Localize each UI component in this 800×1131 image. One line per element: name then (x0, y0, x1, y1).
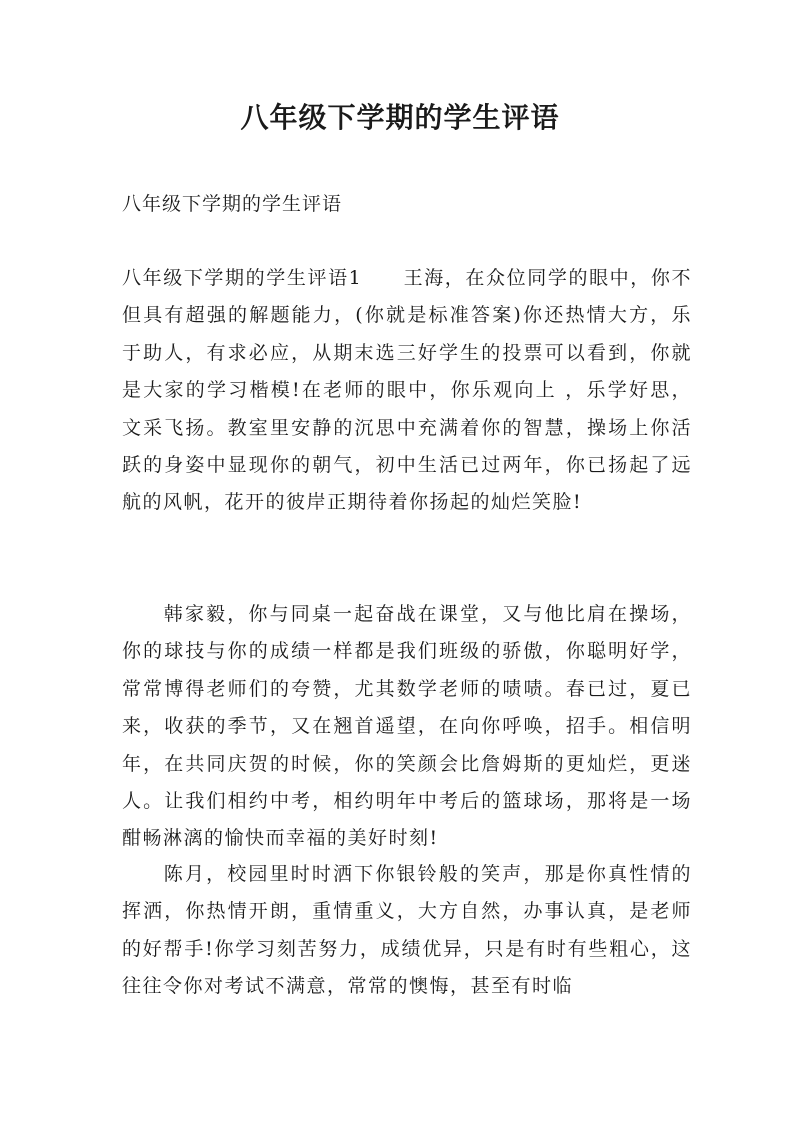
document-subtitle: 八年级下学期的学生评语 (122, 193, 343, 215)
document-title: 八年级下学期的学生评语 (240, 101, 560, 134)
paragraph-1: 八年级下学期的学生评语1 王海，在众位同学的眼中，你不但具有超强的解题能力，(你就是标准答案)你还热情大方，乐于助人，有求必应，从期末选三好学生的投票可以看到，你就是大家的学习楷模!在老师的眼中，你乐观向上 ，乐学好思，文采飞扬。教室里安静的沉思中充满着你的智慧，操场上你活跃的身姿中显现你的朝气，初中生活已过两年，你已扬起了远航的风帆，花开的彼岸正期待着你扬起的灿烂笑脸! (122, 267, 692, 514)
paragraph-3: 陈月，校园里时时洒下你银铃般的笑声，那是你真性情的挥洒，你热情开朗，重情重义，大方自然，办事认真，是老师的好帮手!你学习刻苦努力，成绩优异，只是有时有些粗心，这往往令你对考试不满意，常常的懊悔，甚至有时临 (122, 863, 692, 998)
paragraph-2: 韩家毅，你与同桌一起奋战在课堂，又与他比肩在操场，你的球技与你的成绩一样都是我们班级的骄傲，你聪明好学，常常博得老师们的夸赞，尤其数学老师的啧啧。春已过，夏已来，收获的季节，又在翘首遥望，在向你呼唤，招手。相信明年，在共同庆贺的时候，你的笑颜会比詹姆斯的更灿烂，更迷人。让我们相约中考，相约明年中考后的篮球场，那将是一场酣畅淋漓的愉快而幸福的美好时刻! (122, 603, 692, 850)
